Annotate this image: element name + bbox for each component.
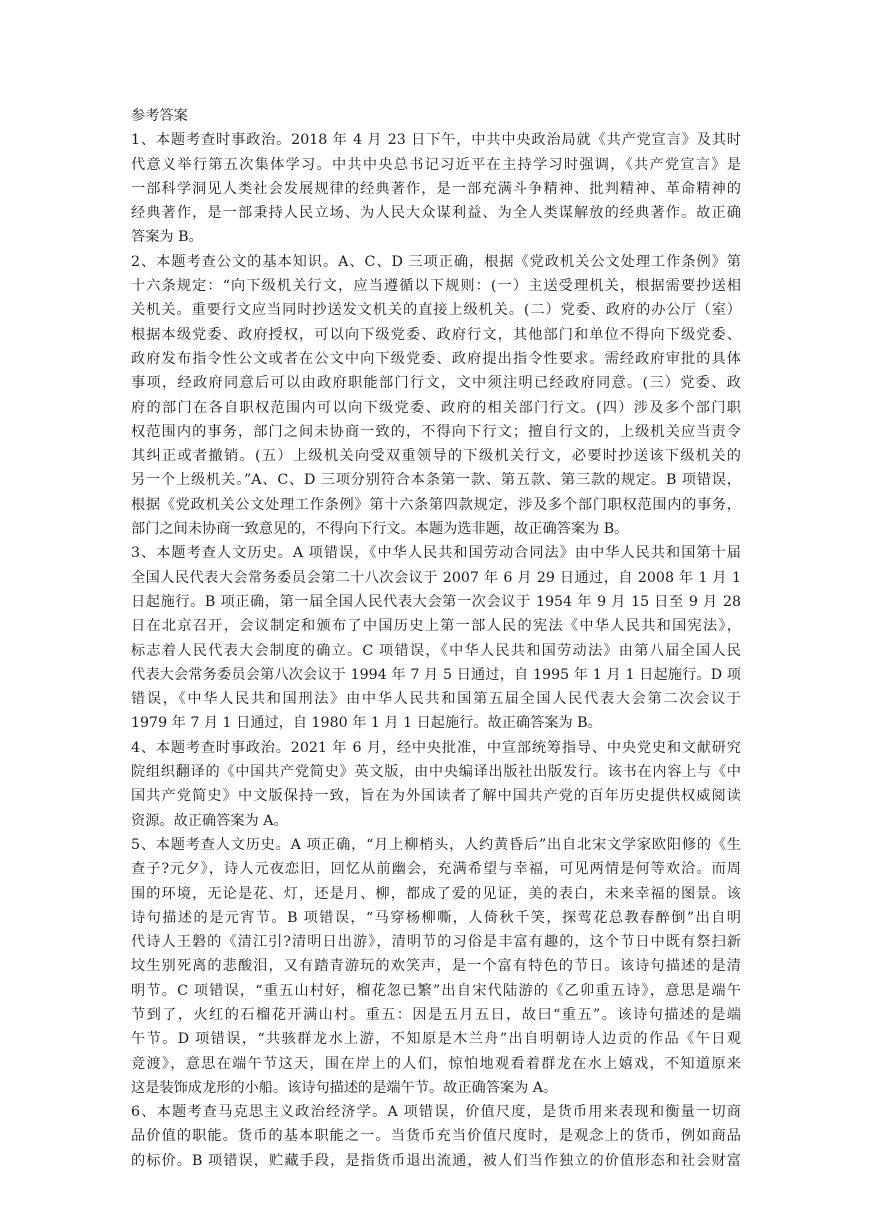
text-line: 查子?元夕》，诗人元夜恋旧，回忆从前幽会，充满希望与幸福，可见两情是何等欢洽。而周 (131, 861, 741, 878)
text-line: 午节。D 项错误，“共骇群龙水上游，不知原是木兰舟”出自明朝诗人边贡的作品《午日观 (131, 1031, 741, 1048)
text-line: 经典著作，是一部秉持人民立场、为人民大众谋利益、为全人类谋解放的经典著作。故正确 (131, 205, 741, 222)
text-line: 日在北京召开，会议制定和颁布了中国历史上第一部人民的宪法《中华人民共和国宪法》， (131, 618, 741, 635)
text-line: 府的部门在各自职权范围内可以向下级党委、政府的相关部门行文。(四）涉及多个部门职 (131, 399, 741, 416)
text-line: 1979 年 7 月 1 日通过，自 1980 年 1 月 1 日起施行。故正确答案为 B。 (131, 715, 602, 732)
text-line: 节到了，火红的石榴花开满山村。重五：因是五月五日，故曰“重五”。该诗句描述的是端 (131, 1006, 741, 1023)
text-line: 全国人民代表大会常务委员会第二十八次会议于 2007 年 6 月 29 日通过，自 2008 年 1 月 1 (131, 569, 741, 586)
text-line: 日起施行。B 项正确，第一届全国人民代表大会第一次会议于 1954 年 9 月 15 日至 9 月 28 (131, 593, 741, 610)
text-line: 代诗人王磐的《清江引?清明日出游》，清明节的习俗是丰富有趣的，这个节日中既有祭扫新 (131, 934, 741, 951)
text-line: 围的环境，无论是花、灯，还是月、柳，都成了爱的见证，美的表白，未来幸福的图景。该 (131, 885, 741, 902)
text-line: 另一个上级机关。”A、C、D 三项分别符合本条第一款、第五款、第三款的规定。B 项错误， (131, 472, 741, 489)
text-line: 资源。故正确答案为 A。 (131, 812, 288, 829)
page-heading: 参考答案 (131, 108, 188, 124)
text-line: 明节。C 项错误，“重五山村好，榴花忽已繁”出自宋代陆游的《乙卯重五诗》，意思是端午 (131, 982, 741, 999)
text-line: 部门之间未协商一致意见的，不得向下行文。本题为选非题，故正确答案为 B。 (131, 521, 629, 538)
text-line: 错误，《中华人民共和国刑法》由中华人民共和国第五届全国人民代表大会第二次会议于 (131, 691, 741, 708)
text-line: 1、本题考查时事政治。2018 年 4 月 23 日下午，中共中央政治局就《共产党宣言》及其时 (131, 132, 741, 149)
text-line: 2、本题考查公文的基本知识。A、C、D 三项正确，根据《党政机关公文处理工作条例》第 (131, 253, 741, 270)
text-line: 4、本题考查时事政治。2021 年 6 月，经中央批准，中宣部统筹指导、中央党史和文献研究 (131, 739, 741, 756)
text-line: 权范围内的事务，部门之间未协商一致的，不得向下行文；擅自行文的，上级机关应当责令 (131, 423, 741, 440)
text-line: 政府发布指令性公文或者在公文中向下级党委、政府提出指令性要求。需经政府审批的具体 (131, 350, 741, 367)
text-line: 十六条规定：“向下级机关行文，应当遵循以下规则：(一）主送受理机关，根据需要抄送相 (131, 278, 741, 295)
text-line: 根据《党政机关公文处理工作条例》第十六条第四款规定，涉及多个部门职权范围内的事务， (131, 496, 741, 513)
text-line: 其纠正或者撤销。(五）上级机关向受双重领导的下级机关行文，必要时抄送该下级机关的 (131, 448, 741, 465)
text-line: 5、本题考查人文历史。A 项正确，“月上柳梢头，人约黄昏后”出自北宋文学家欧阳修的《生 (131, 836, 741, 853)
text-line: 代意义举行第五次集体学习。中共中央总书记习近平在主持学习时强调，《共产党宣言》是 (131, 156, 741, 173)
text-line: 标志着人民代表大会制度的确立。C 项错误，《中华人民共和国劳动法》由第八届全国人民 (131, 642, 741, 659)
text-line: 一部科学洞见人类社会发展规律的经典著作，是一部充满斗争精神、批判精神、革命精神的 (131, 180, 741, 197)
text-line: 院组织翻译的《中国共产党简史》英文版，由中央编译出版社出版发行。该书在内容上与《中 (131, 764, 741, 781)
text-line: 国共产党简史》中文版保持一致，旨在为外国读者了解中国共产党的百年历史提供权威阅读 (131, 788, 741, 805)
text-line: 关机关。重要行文应当同时抄送发文机关的直接上级机关。(二）党委、政府的办公厅（室） (131, 302, 741, 319)
text-line: 这是装饰成龙形的小船。该诗句描述的是端午节。故正确答案为 A。 (131, 1079, 558, 1096)
answer-document (131, 104, 741, 1173)
text-line: 诗句描述的是元宵节。B 项错误，“马穿杨柳嘶，人倚秋千笑，探莺花总教春醉倒”出自明 (131, 909, 741, 926)
text-line: 代表大会常务委员会第八次会议于 1994 年 7 月 5 日通过，自 1995 年 1 月 1 日起施行。D 项 (131, 666, 741, 683)
text-line: 6、本题考查马克思主义政治经济学。A 项错误，价值尺度，是货币用来表现和衡量一切商 (131, 1104, 741, 1121)
text-line: 3、本题考查人文历史。A 项错误，《中华人民共和国劳动合同法》由中华人民共和国第十届 (131, 545, 741, 562)
text-line: 竞渡》，意思在端午节这天，围在岸上的人们，惊怕地观看着群龙在水上嬉戏，不知道原来 (131, 1055, 741, 1072)
answer-text-body (131, 128, 741, 1173)
text-line: 根据本级党委、政府授权，可以向下级党委、政府行文，其他部门和单位不得向下级党委、 (131, 326, 741, 343)
text-line: 的标价。B 项错误，贮藏手段，是指货币退出流通，被人们当作独立的价值形态和社会财富 (131, 1152, 741, 1169)
text-line: 答案为 B。 (131, 229, 203, 246)
text-line: 品价值的职能。货币的基本职能之一。当货币充当价值尺度时，是观念上的货币，例如商品 (131, 1128, 741, 1145)
text-line: 事项，经政府同意后可以由政府职能部门行文，文中须注明已经政府同意。(三）党委、政 (131, 375, 741, 392)
text-line: 坟生别死离的悲酸泪，又有踏青游玩的欢笑声，是一个富有特色的节日。该诗句描述的是清 (131, 958, 741, 975)
